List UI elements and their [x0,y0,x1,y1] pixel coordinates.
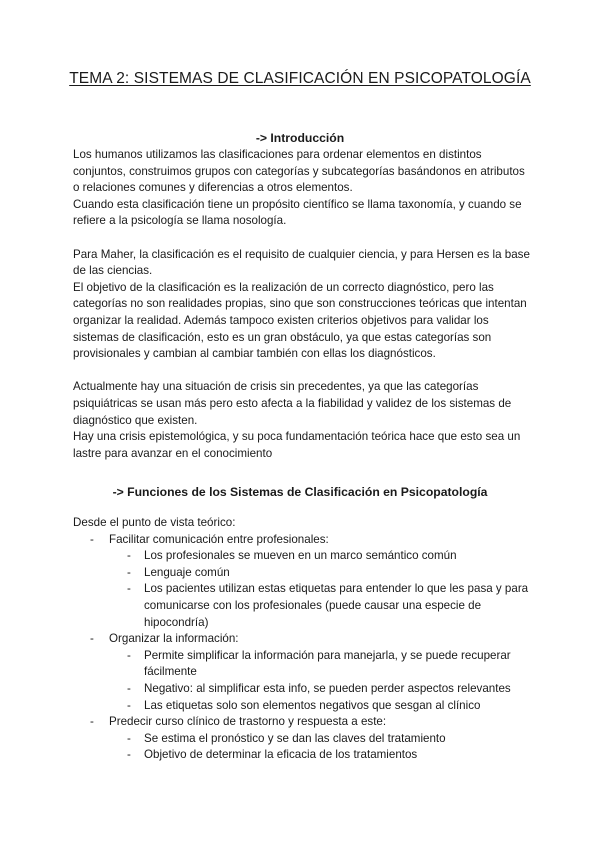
dash-bullet: - [127,582,131,596]
dash-bullet: - [127,731,131,745]
function-list [73,532,533,764]
list-item [73,714,533,731]
paragraph: Cuando esta clasificación tiene un propósito científico se llama taxonomía, y cuando se refiere a la psicología se llama nosología. [73,197,522,228]
paragraph: Actualmente hay una situación de crisis sin precedentes, ya que las categorías psiquiátricas se usan más pero esto afecta a la fiabilidad y validez de los sistemas de diagnóstico que existen. [73,380,512,427]
dash-bullet: - [127,698,131,712]
sub-list-item-text: Negativo: al simplificar esta info, se pueden perder aspectos relevantes [144,681,511,695]
list-item [73,631,533,648]
dash-bullet: - [90,715,94,729]
sub-list-item [73,648,533,681]
sub-list-item [73,581,533,631]
paragraph: Para Maher, la clasificación es el requisito de cualquier ciencia, y para Hersen es la base de las ciencias. [73,247,530,278]
paragraph: Los humanos utilizamos las clasificaciones para ordenar elementos en distintos conjuntos, construimos grupos con categorías y subcategorías basándonos en atributos o relaciones comunes y diferencias a otros elementos. [73,148,525,195]
sub-list-item-text: Permite simplificar la información para manejarla, y se puede recuperar fácilmente [144,648,511,679]
sub-list-item-text: Las etiquetas solo son elementos negativos que sesgan al clínico [144,698,481,712]
dash-bullet: - [127,549,131,563]
sub-list-item [73,548,533,565]
sub-list-item-text: Se estima el pronóstico y se dan las claves del tratamiento [144,731,446,745]
dash-bullet: - [90,532,94,546]
sub-list-item-text: Objetivo de determinar la eficacia de los tratamientos [144,748,418,762]
page-title: TEMA 2: SISTEMAS DE CLASIFICACIÓN EN PSICOPATOLOGÍA [69,70,531,87]
list-intro: Desde el punto de vista teórico: [73,516,236,529]
dash-bullet: - [127,681,131,695]
paragraph: Hay una crisis epistemológica, y su poca fundamentación teórica hace que esto sea un lastre para avanzar en el conocimiento [73,430,521,460]
paragraph: El objetivo de la clasificación es la realización de un correcto diagnóstico, pero las categorías no son realidades propias, sino que son construcciones teóricas que intentan organizar la realidad. Además tampoco existen criterios objetivos para validar los sistemas de clasificación, esto es un gran obstáculo, ya que estas categorías son provisionales y cambian al cambiar también con ellas los diagnósticos. [73,280,527,361]
dash-bullet: - [127,648,131,662]
dash-bullet: - [127,565,131,579]
intro-block [73,147,533,462]
sub-list-item [73,698,533,715]
sub-list-item [73,747,533,764]
list-item-label: Facilitar comunicación entre profesionales: [109,532,329,546]
sub-list-item [73,565,533,582]
list-item-label: Predecir curso clínico de trastorno y respuesta a este: [109,715,387,729]
sub-list-item-text: Los pacientes utilizan estas etiquetas para entender lo que les pasa y para comunicarse con los profesionales (puede causar una especie de hipocondría) [144,582,529,629]
sub-list-item [73,731,533,748]
sub-list-item [73,681,533,698]
sub-list-item-text: Lenguaje común [144,565,230,579]
section-heading-introduccion: -> Introducción [255,131,345,145]
list-item [73,532,533,549]
funciones-block [73,515,533,764]
dash-bullet: - [127,748,131,762]
sub-list-item-text: Los profesionales se mueven en un marco semántico común [144,549,457,563]
list-item-label: Organizar la información: [109,632,239,646]
section-heading-funciones: -> Funciones de los Sistemas de Clasificación en Psicopatología [112,485,488,499]
dash-bullet: - [90,632,94,646]
